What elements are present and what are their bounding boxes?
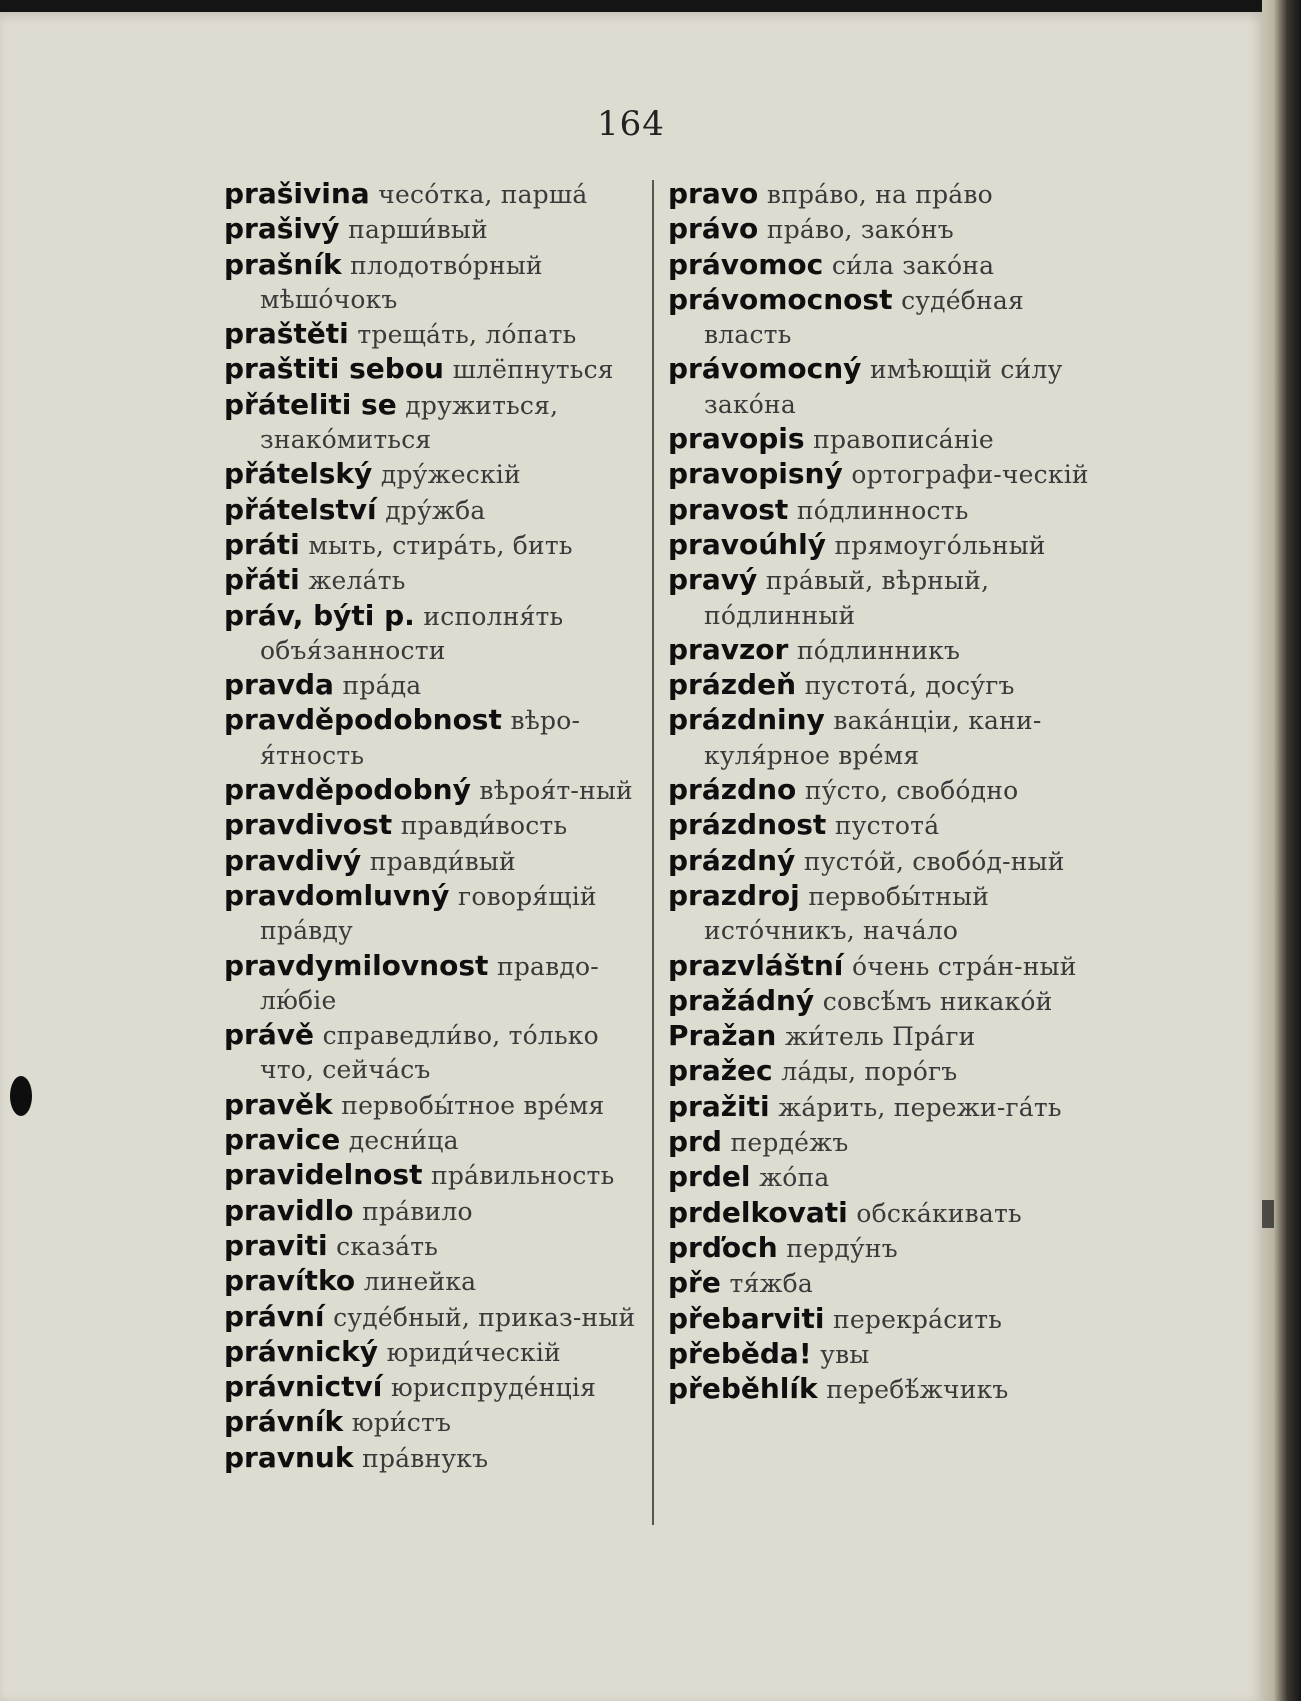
entry-headword: přeběhlík <box>668 1372 818 1406</box>
entry-definition: мыть, стира́ть, бить <box>308 530 573 560</box>
entry-headword: pravdymilovnost <box>224 948 489 982</box>
dictionary-entry <box>224 599 644 669</box>
dictionary-entry <box>668 773 1098 808</box>
entry-definition: имѣющій си́лу зако́на <box>704 355 1063 419</box>
entry-definition: по́длинникъ <box>796 635 961 665</box>
entry-headword: pražec <box>668 1054 773 1088</box>
entry-definition: перекра́сить <box>833 1304 1003 1334</box>
entry-headword: pravo <box>668 177 759 210</box>
entry-definition: пусто́й, свобо́д-ный <box>803 846 1065 876</box>
dictionary-entry <box>224 457 644 492</box>
entry-headword: přátelství <box>224 492 377 526</box>
entry-definition: пра́вый, вѣрный, по́длинный <box>704 566 990 630</box>
dictionary-entry <box>224 1405 644 1440</box>
entry-headword: práv, býti p. <box>224 598 415 632</box>
dictionary-entry <box>224 1441 644 1476</box>
dictionary-entry <box>224 1158 644 1193</box>
dictionary-entry <box>224 177 644 212</box>
entry-headword: přátelský <box>224 457 373 491</box>
entry-definition: перебѣ́жчикъ <box>826 1375 1009 1405</box>
entry-definition: правдо-лю́біе <box>260 951 599 1015</box>
page-number: 164 <box>597 104 665 144</box>
entry-headword: praštěti <box>224 317 349 351</box>
dictionary-entry <box>224 773 644 808</box>
entry-headword: přáti <box>224 563 300 597</box>
entry-definition: вѣроя́т-ный <box>479 776 633 806</box>
entry-headword: pře <box>668 1266 721 1300</box>
dictionary-entry <box>668 808 1098 843</box>
entry-headword: prašivý <box>224 212 340 246</box>
entry-headword: právnictví <box>224 1370 383 1404</box>
entry-headword: prázdeň <box>668 668 797 702</box>
dictionary-entry <box>224 493 644 528</box>
entry-definition: чесо́тка, парша́ <box>378 180 588 209</box>
dictionary-entry <box>668 457 1098 492</box>
entry-definition: сказа́ть <box>336 1231 439 1261</box>
dictionary-entry <box>668 422 1098 457</box>
edge-mark <box>1262 1200 1274 1228</box>
entry-headword: prdelkovati <box>668 1195 848 1229</box>
entry-headword: pražiti <box>668 1089 770 1123</box>
left-column <box>224 177 644 1476</box>
dictionary-entry <box>668 248 1098 283</box>
dictionary-entry <box>668 1125 1098 1160</box>
dictionary-entry <box>668 1196 1098 1231</box>
entry-headword: pravěk <box>224 1087 333 1121</box>
dictionary-entry <box>668 668 1098 703</box>
entry-headword: pravopis <box>668 422 805 456</box>
entry-headword: prašník <box>224 247 342 281</box>
entry-headword: práti <box>224 527 300 561</box>
entry-headword: prázdnost <box>668 808 827 842</box>
dictionary-entry <box>224 352 644 387</box>
entry-headword: pravděpodobný <box>224 773 471 807</box>
entry-headword: pravítko <box>224 1264 356 1298</box>
entry-definition: шлёпнуться <box>452 355 614 385</box>
dictionary-entry <box>224 1335 644 1370</box>
entry-definition: первобы́тное вре́мя <box>341 1090 605 1120</box>
dictionary-entry <box>668 1302 1098 1337</box>
entry-definition: правди́вость <box>400 811 568 841</box>
dictionary-entry <box>224 1264 644 1299</box>
entry-headword: pravidelnost <box>224 1158 423 1192</box>
entry-headword: pravost <box>668 492 789 526</box>
entry-headword: prašivina <box>224 177 370 210</box>
entry-headword: přebarviti <box>668 1301 825 1335</box>
entry-definition: дру́жба <box>385 495 486 525</box>
dictionary-entry <box>224 388 644 458</box>
entry-definition: увы <box>820 1339 870 1369</box>
dictionary-entry <box>668 1019 1098 1054</box>
entry-headword: pravnuk <box>224 1440 354 1474</box>
entry-definition: правописа́ніе <box>813 425 994 455</box>
entry-definition: первобы́тный исто́чникъ, нача́ло <box>704 881 990 946</box>
dictionary-entry <box>224 248 644 318</box>
entry-headword: pravdivý <box>224 843 362 877</box>
entry-definition: говоря́щій пра́вду <box>260 881 597 946</box>
dictionary-entry <box>668 528 1098 563</box>
dictionary-entry <box>224 212 644 247</box>
dictionary-entry <box>668 352 1098 422</box>
entry-definition: перду́нъ <box>786 1233 898 1263</box>
dictionary-entry <box>224 879 644 949</box>
entry-definition: обска́кивать <box>856 1198 1022 1228</box>
dictionary-entry <box>668 177 1098 212</box>
entry-headword: praviti <box>224 1228 328 1262</box>
entry-headword: právě <box>224 1018 314 1052</box>
dictionary-entry <box>668 493 1098 528</box>
dictionary-entry <box>668 703 1098 773</box>
entry-headword: praštiti sebou <box>224 352 444 386</box>
entry-definition: жа́рить, пережи-га́ть <box>778 1092 1062 1122</box>
entry-headword: pravý <box>668 563 758 597</box>
entry-definition: пустота́ <box>834 811 940 841</box>
entry-definition: жела́ть <box>308 566 406 596</box>
entry-headword: pravděpodobnost <box>224 703 502 737</box>
entry-definition: дружиться, знако́миться <box>260 390 559 455</box>
entry-definition: правди́вый <box>369 846 516 876</box>
entry-definition: суде́бная власть <box>704 285 1024 350</box>
dictionary-entry <box>668 563 1098 633</box>
entry-definition: плодотво́рный мѣшо́чокъ <box>260 250 543 314</box>
entry-headword: prazvláštní <box>668 948 844 982</box>
entry-headword: pravdomluvný <box>224 878 450 912</box>
dictionary-entry <box>224 1300 644 1335</box>
entry-definition: дру́жескій <box>380 460 521 490</box>
entry-headword: prd <box>668 1125 722 1159</box>
dictionary-entry <box>224 1194 644 1229</box>
entry-definition: парши́вый <box>348 215 488 245</box>
right-column <box>668 177 1098 1407</box>
entry-definition: справедли́во, то́лько что, сейча́съ <box>260 1021 599 1085</box>
book-page <box>0 12 1262 1701</box>
entry-definition: ла́ды, поро́гъ <box>781 1057 958 1087</box>
entry-definition: линейка <box>363 1267 477 1297</box>
dictionary-entry <box>224 528 644 563</box>
dictionary-entry <box>668 212 1098 247</box>
entry-headword: právo <box>668 212 759 246</box>
entry-headword: právník <box>224 1405 344 1439</box>
entry-headword: právnický <box>224 1334 378 1368</box>
entry-headword: pravopisný <box>668 457 843 491</box>
entry-definition: юри́стъ <box>351 1408 452 1438</box>
binding-hole <box>10 1076 32 1116</box>
entry-headword: právomocnost <box>668 282 893 316</box>
entry-definition: пра́вильность <box>431 1161 615 1191</box>
entry-definition: вака́нціи, кани-куля́рное вре́мя <box>704 706 1042 770</box>
entry-headword: prázdný <box>668 843 796 877</box>
dictionary-entry <box>668 1090 1098 1125</box>
dictionary-entry <box>668 283 1098 353</box>
dictionary-entry <box>668 1160 1098 1195</box>
entry-definition: тя́жба <box>729 1269 813 1299</box>
entry-definition: пу́сто, свобо́дно <box>804 776 1019 806</box>
dictionary-entry <box>224 844 644 879</box>
entry-definition: вѣро-я́тность <box>260 706 581 770</box>
dictionary-entry <box>224 1229 644 1264</box>
entry-headword: pravidlo <box>224 1193 354 1227</box>
dictionary-entry <box>224 949 644 1019</box>
entry-definition: впра́во, на пра́во <box>766 180 993 209</box>
dictionary-entry <box>224 1123 644 1158</box>
entry-headword: prďoch <box>668 1230 778 1264</box>
entry-headword: Pražan <box>668 1019 777 1053</box>
dictionary-entry <box>224 1370 644 1405</box>
entry-definition: пра́внукъ <box>362 1443 489 1473</box>
dictionary-entry <box>668 1337 1098 1372</box>
entry-definition: си́ла зако́на <box>831 250 995 280</box>
column-divider <box>652 180 654 1525</box>
dictionary-entry <box>224 563 644 598</box>
entry-headword: pravda <box>224 668 334 702</box>
entry-definition: совсѣ́мъ никако́й <box>822 986 1053 1016</box>
book-spine <box>1262 0 1301 1701</box>
dictionary-entry <box>668 1266 1098 1301</box>
entry-headword: pravice <box>224 1123 341 1157</box>
entry-headword: přáteliti se <box>224 387 397 421</box>
dictionary-entry <box>224 668 644 703</box>
entry-definition: жо́па <box>759 1163 830 1193</box>
entry-definition: жи́тель Пра́ги <box>784 1022 976 1052</box>
dictionary-entry <box>668 984 1098 1019</box>
dictionary-entry <box>224 1018 644 1088</box>
entry-definition: ортографи-ческій <box>851 460 1089 490</box>
entry-headword: přeběda! <box>668 1336 812 1370</box>
entry-definition: юриспруде́нція <box>390 1373 597 1403</box>
entry-definition: суде́бный, приказ-ный <box>333 1302 636 1332</box>
entry-definition: пра́во, зако́нъ <box>766 215 954 245</box>
entry-definition: треща́ть, ло́пать <box>357 320 577 350</box>
dictionary-entry <box>224 808 644 843</box>
entry-headword: pravdivost <box>224 808 393 842</box>
dictionary-entry <box>224 317 644 352</box>
entry-definition: десни́ца <box>348 1126 459 1156</box>
entry-definition: пра́да <box>342 671 422 701</box>
entry-definition: пустота́, досу́гъ <box>804 671 1015 701</box>
entry-definition: пра́вило <box>362 1196 473 1226</box>
dictionary-entry <box>224 703 644 773</box>
dictionary-entry <box>668 844 1098 879</box>
entry-headword: prázdniny <box>668 703 825 737</box>
dictionary-entry <box>668 949 1098 984</box>
entry-headword: prázdno <box>668 773 797 807</box>
entry-headword: prdel <box>668 1160 751 1194</box>
entry-headword: právomoc <box>668 247 824 281</box>
entry-definition: о́чень стра́н-ный <box>851 951 1077 981</box>
entry-headword: pravoúhlý <box>668 527 826 561</box>
dictionary-entry <box>668 1231 1098 1266</box>
dictionary-entry <box>668 1054 1098 1089</box>
entry-definition: исполня́ть объя́занности <box>260 601 564 665</box>
entry-headword: prazdroj <box>668 878 800 912</box>
entry-headword: právní <box>224 1299 325 1333</box>
dictionary-entry <box>668 633 1098 668</box>
entry-definition: прямоуго́льный <box>834 530 1046 560</box>
dictionary-entry <box>224 1088 644 1123</box>
entry-headword: pravzor <box>668 632 789 666</box>
entry-headword: pražádný <box>668 983 815 1017</box>
dictionary-entry <box>668 1372 1098 1407</box>
entry-headword: právomocný <box>668 352 862 386</box>
dictionary-entry <box>668 879 1098 949</box>
entry-definition: по́длинность <box>796 495 969 525</box>
entry-definition: перде́жъ <box>730 1128 849 1158</box>
entry-definition: юриди́ческій <box>386 1337 561 1367</box>
